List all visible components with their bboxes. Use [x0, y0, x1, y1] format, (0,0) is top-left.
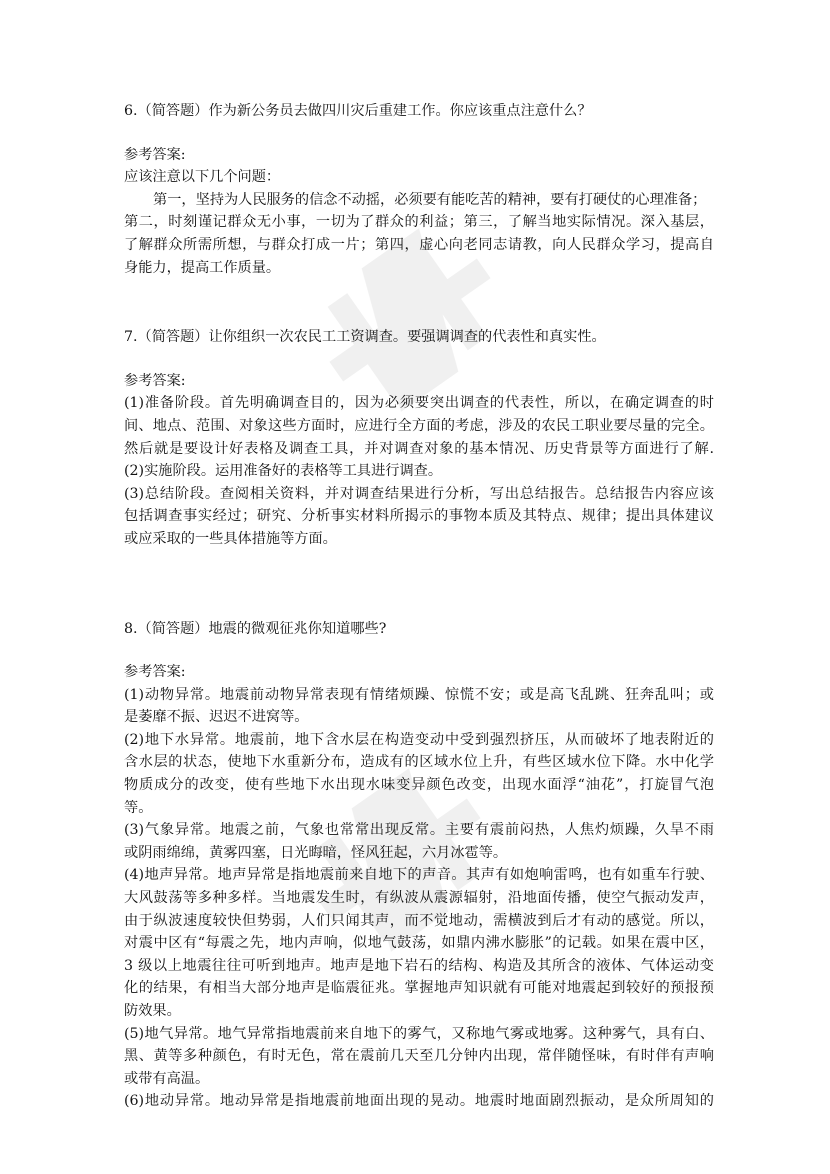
q8-answer-line: 防效果。	[124, 1003, 181, 1019]
q8-answer-line: 大风鼓荡等多种多样。当地震发生时，有纵波从震源辐射，沿地面传播，使空气振动发声，	[124, 890, 714, 907]
q6-answer-label: 参考答案:	[124, 146, 186, 163]
q8-question: 8.（简答题）地震的微观征兆你知道哪些?	[124, 620, 387, 637]
q8-answer-line: 含水层的状态，使地下水重新分布，造成有的区域水位上升，有些区域水位下降。水中化学	[124, 754, 714, 771]
q6-question: 6.（简答题）作为新公务员去做四川灾后重建工作。你应该重点注意什么？	[124, 103, 592, 119]
q6-answer-line: 身能力，提高工作质量。	[124, 259, 281, 276]
q8-answer-line: 由于纵波速度较快但势弱，人们只闻其声，而不觉地动，需横波到后才有动的感觉。所以，	[124, 912, 714, 929]
q6-answer-line: 第二，时刻谨记群众无小事，一切为了群众的利益；第三，了解当地实际情况。深入基层，	[124, 214, 714, 231]
q8-answer-line: 或带有高温。	[124, 1070, 210, 1087]
q8-answer-line: (2)地下水异常。地震前，地下含水层在构造变动中受到强烈挤压，从而破坏了地表附近的	[124, 731, 714, 748]
q6-answer-line: 了解群众所需所想，与群众打成一片；第四，虚心向老同志请教，向人民群众学习，提高自	[124, 236, 714, 253]
q7-answer-label: 参考答案:	[124, 372, 186, 389]
q7-answer-line: 然后就是要设计好表格及调查工具，并对调查对象的基本情况、历史背景等方面进行了解.	[124, 440, 714, 457]
q7-answer-line: 包括调查事实经过；研究、分析事实材料所揭示的事物本质及其特点、规律；提出具体建议	[124, 508, 714, 525]
q7-answer-line: 或应采取的一些具体措施等方面。	[124, 530, 337, 547]
q8-answer-line: 等。	[124, 799, 153, 816]
q7-answer-line: (1)准备阶段。首先明确调查目的，因为必须要突出调查的代表性，所以，在确定调查的时	[124, 395, 714, 412]
q8-answer-line: 对震中区有“每震之先，地内声响，似地气鼓荡，如鼎内沸水膨胀”的记载。如果在震中区，	[124, 935, 714, 952]
q6-answer-line: 应该注意以下几个问题：	[124, 169, 281, 186]
q8-answer-line: 黑、黄等多种颜色，有时无色，常在震前几天至几分钟内出现，常伴随怪味，有时伴有声响	[124, 1048, 714, 1065]
q8-answer-line: (3)气象异常。地震之前，气象也常常出现反常。主要有震前闷热，人焦灼烦躁，久旱不雨	[124, 822, 714, 839]
q6-answer-line: 第一，坚持为人民服务的信念不动摇，必须要有能吃苦的精神，要有打硬仗的心理准备；	[153, 191, 707, 208]
q8-answer-line: 是萎靡不振、迟迟不进窝等。	[124, 709, 309, 726]
q7-answer-line: (3)总结阶段。查阅相关资料，并对调查结果进行分析，写出总结报告。总结报告内容应该	[124, 485, 714, 502]
document-page	[124, 100, 714, 1113]
q8-answer-line: (5)地气异常。地气异常指地震前来自地下的雾气，又称地气雾或地雾。这种雾气，具有白、	[124, 1025, 714, 1042]
q8-answer-line: 或阴雨绵绵，黄雾四塞，日光晦暗，怪风狂起，六月冰雹等。	[124, 844, 508, 861]
q8-answer-line: (1)动物异常。地震前动物异常表现有情绪烦躁、惊慌不安；或是高飞乱跳、狂奔乱叫；或	[124, 686, 714, 703]
q7-answer-line: 间、地点、范围、对象这些方面时，应进行全方面的考虑，涉及的农民工职业要尽量的完全。	[124, 417, 714, 434]
q8-answer-line: 化的结果，有相当大部分地声是临震征兆。掌握地声知识就有可能对地震起到较好的预报预	[124, 980, 714, 997]
q8-answer-line: (4)地声异常。地声异常是指地震前来自地下的声音。其声有如炮响雷鸣，也有如重车行驶、	[124, 867, 714, 884]
q8-answer-label: 参考答案:	[124, 664, 186, 681]
q7-question: 7.（简答题）让你组织一次农民工工资调查。要强调调查的代表性和真实性。	[124, 329, 606, 346]
q8-answer-line: (6)地动异常。地动异常是指地震前地面出现的晃动。地震时地面剧烈振动，是众所周知的	[124, 1093, 714, 1110]
q8-answer-line: 3 级以上地震往往可听到地声。地声是地下岩石的结构、构造及其所含的液体、气体运动变	[124, 957, 714, 974]
q8-answer-line: 物质成分的改变，使有些地下水出现水味变异颜色改变，出现水面浮“油花”，打旋冒气泡	[124, 777, 714, 794]
q7-answer-line: (2)实施阶段。运用准备好的表格等工具进行调查。	[124, 463, 443, 480]
